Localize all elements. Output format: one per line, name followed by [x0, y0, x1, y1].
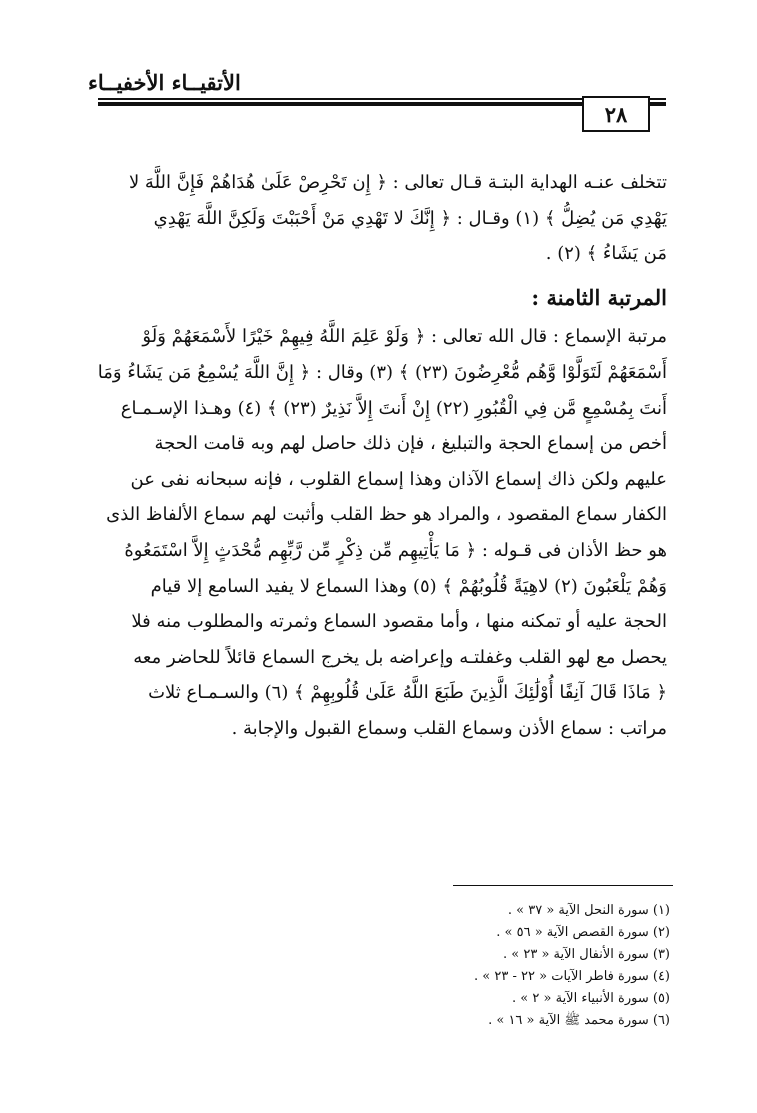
text-line: أَسْمَعَهُمْ لَتَوَلَّوْا وَّهُم مُّعْرِضُونَ (٢٣) ﴾ (٣) وقال : ﴿ إِنَّ اللَّهَ يُسْمِعُ مَن يَشَاءُ وَمَا [97, 361, 667, 383]
footnote-item: (٦) سورة محمد ﷺ الآية « ١٦ » . [488, 1013, 670, 1028]
text-line: أخص من إسماع الحجة والتبليغ ، فإن ذلك حاصل لهم وبه قامت الحجة [154, 433, 667, 455]
footnote-item: (٢) سورة القصص الآية « ٥٦ » . [496, 925, 670, 940]
text-line: هو حظ الأذان فى قـوله : ﴿ مَا يَأْتِيهِم مِّن ذِكْرٍ مِّن رَّبِّهِم مُّحْدَثٍ إِلاَّ اسْتَمَعُوهُ [124, 539, 667, 561]
text-line: مَن يَشَاءُ ﴾ (٢) . [545, 243, 667, 265]
footnote-item: (٤) سورة فاطر الآيات « ٢٢ - ٢٣ » . [474, 969, 670, 984]
header-rule-thick [98, 102, 666, 106]
text-line: عليهم ولكن ذاك إسماع الآذان وهذا إسماع القلوب ، فإنه سبحانه نفى عن [130, 468, 667, 490]
footnotes [300, 900, 670, 1032]
page-number: ٢٨ [604, 101, 628, 127]
footnote-separator [453, 885, 673, 886]
footnote-item: (٣) سورة الأنفال الآية « ٢٣ » . [502, 947, 670, 962]
page-number-box [582, 96, 650, 132]
main-text [97, 165, 667, 747]
text-line: الكفار سماع المقصود ، والمراد هو حظ القلب وأثبت لهم سماع الألفاظ الذى [106, 504, 667, 526]
text-line: أَنتَ بِمُسْمِعٍ مَّن فِي الْقُبُورِ (٢٢) إِنْ أَنتَ إِلاَّ نَذِيرٌ (٢٣) ﴾ (٤) وهـذا الإسـمـاع [120, 397, 667, 419]
text-line: تتخلف عنـه الهداية البتـة قـال تعالى : ﴿ إِن تَحْرِصْ عَلَىٰ هُدَاهُمْ فَإِنَّ اللَّهَ لا [128, 172, 667, 193]
text-line: وَهُمْ يَلْعَبُونَ (٢) لاهِيَةً قُلُوبُهُمْ ﴾ (٥) وهذا السماع لا يفيد السامع إلا قيام [150, 575, 667, 597]
text-line: ﴿ مَاذَا قَالَ آنِفًا أُوْلَٰئِكَ الَّذِينَ طَبَعَ اللَّهُ عَلَىٰ قُلُوبِهِمْ ﴾ (٦) والسـمـاع ثلاث [148, 682, 667, 704]
text-line: مراتب : سماع الأذن وسماع القلب وسماع القبول والإجابة . [231, 717, 667, 739]
footnote-item: (٥) سورة الأنبياء الآية « ٢ » . [512, 991, 670, 1006]
text-line: مرتبة الإسماع : قال الله تعالى : ﴿ وَلَوْ عَلِمَ اللَّهُ فِيهِمْ خَيْرًا لأَسْمَعَهُمْ وَلَوْ [142, 326, 667, 348]
footnote-item: (١) سورة النحل الآية « ٣٧ » . [507, 903, 670, 918]
paragraph-2 [97, 319, 667, 746]
text-line: يَهْدِي مَن يُضِلُّ ﴾ (١) وقـال : ﴿ إِنَّكَ لا تَهْدِي مَنْ أَحْبَبْتَ وَلَكِنَّ اللَّهَ يَهْدِي [153, 207, 667, 229]
text-line: الحجة عليه أو تمكنه منها ، وأما مقصود السماع وثمرته والمطلوب منه فلا [131, 611, 667, 633]
paragraph-1 [97, 165, 667, 272]
header-rule-thin [98, 98, 666, 100]
header-rule [98, 96, 666, 126]
section-heading: المرتبة الثامنة : [531, 284, 667, 310]
running-header-title: الأتقيــاء الأخفيــاء [88, 70, 241, 95]
text-line: يحصل مع لهو القلب وغفلتـه وإعراضه بل يخرج السماع قائلاً للحاضر معه [133, 646, 667, 668]
